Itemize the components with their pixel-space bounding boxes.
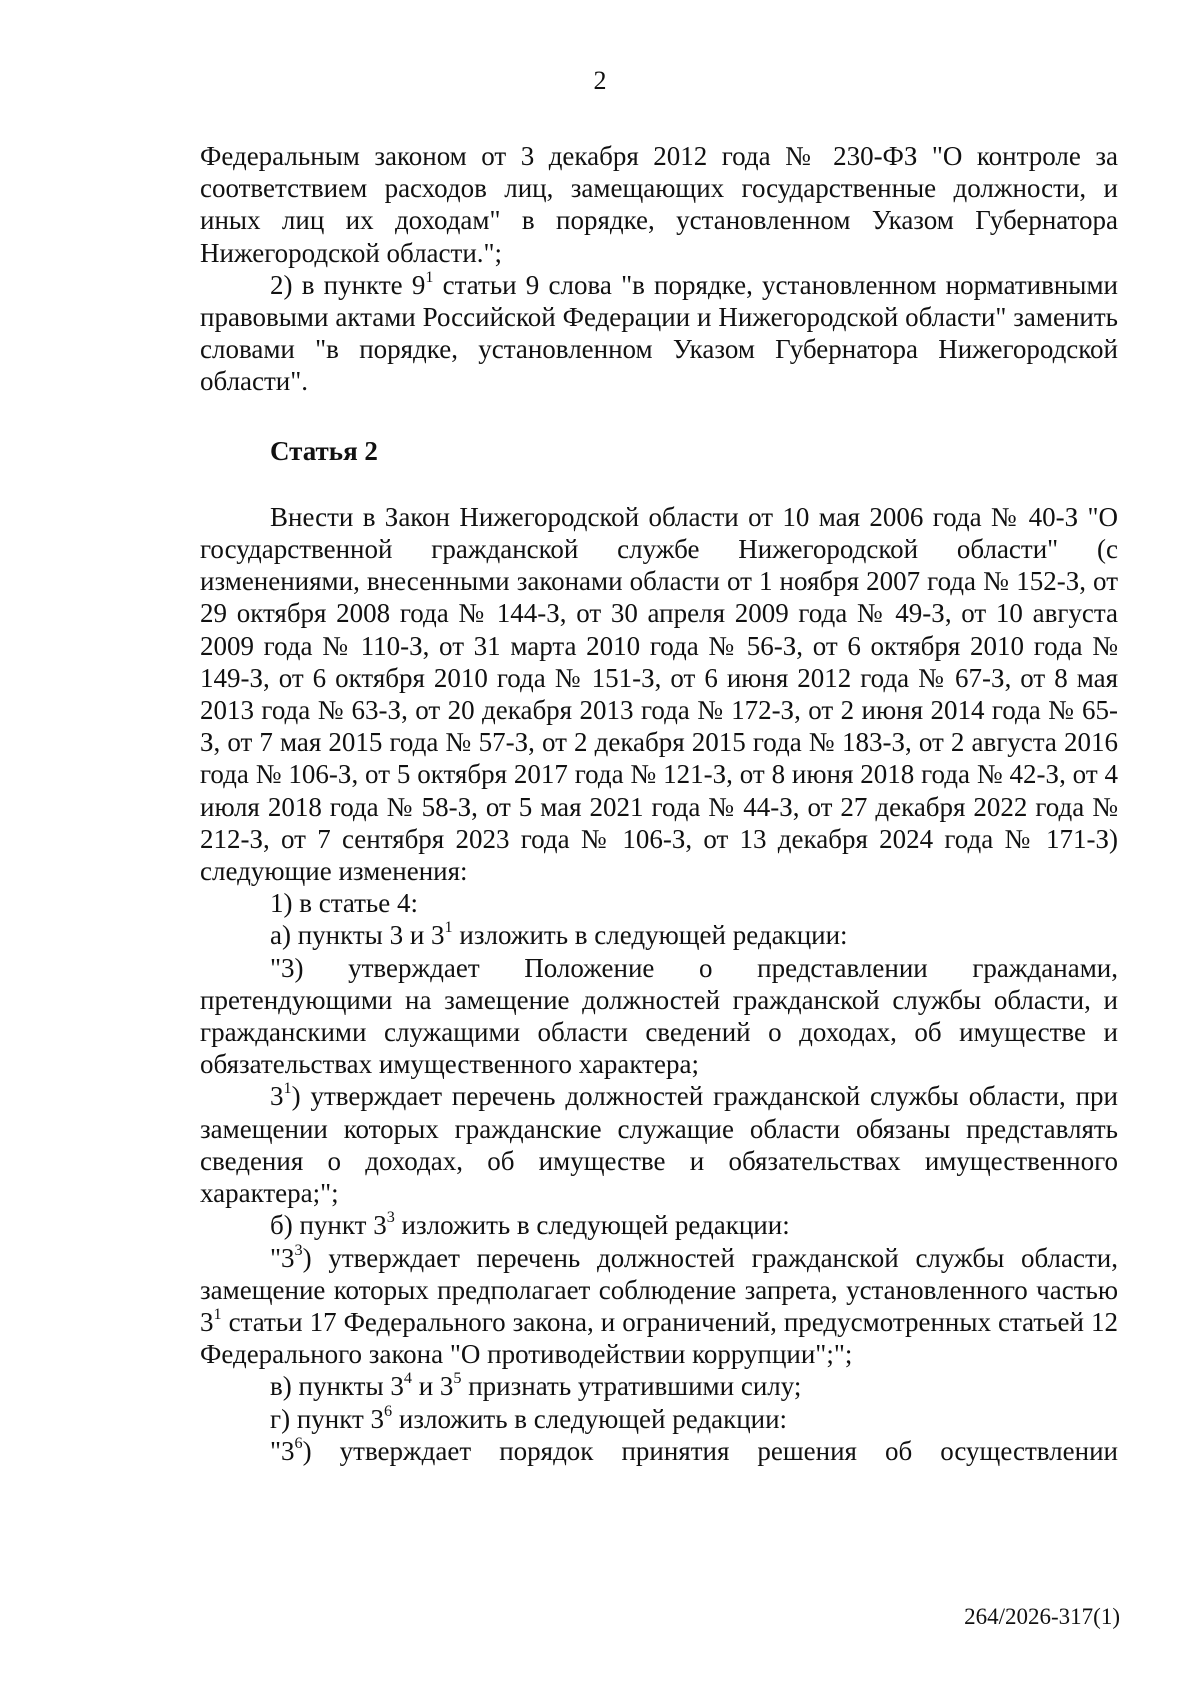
quote-point-3: "3) утверждает Положение о представлении гражданами, претендующими на замещение должностей гражданской службы области, и гражданскими служащими области сведений о доходах, об имуществе и обязательствах имущественного характера; <box>200 952 1118 1080</box>
quote-point-3-3: "$3^3$) утверждает перечень должностей гражданской службы области, замещение которых предполагает соблюдение запрета, установленного частью $3^1$ статьи 17 Федерального закона, и ограничений, предусмотренных статьей 12 Федерального закона "О противодействии коррупции";"; <box>200 1240 1118 1370</box>
item-1: 1) в статье 4: <box>270 888 418 919</box>
page-number: 2 <box>593 66 607 95</box>
paragraph-continuation: Федеральным законом от 3 декабря 2012 года № 230-ФЗ "О контроле за соответствием расходов лиц, замещающих государственные должности, и иных лиц их доходам" в порядке, установленном Указом Губернатора Нижегородской области."; <box>200 141 1118 268</box>
document-body <box>200 140 1118 1467</box>
paragraph-item-2: 2) в пункте $9^1$ статьи 9 слова "в порядке, установленном нормативными правовыми актами Российской Федерации и Нижегородской области" заменить словами "в порядке, установленном Указом Губернатора Нижегородской области". <box>200 267 1118 397</box>
item-b: б) пункт $3^3$ изложить в следующей редакции: <box>270 1208 790 1241</box>
quote-point-3-6: "$3^6$) утверждает порядок принятия решения об осуществлении <box>270 1433 1118 1466</box>
item-v: в) пункты $3^4$ и $3^5$ признать утратившими силу; <box>270 1369 802 1402</box>
article-heading: Статья 2 <box>270 435 378 466</box>
quote-point-3-1: $3^1$) утверждает перечень должностей гражданской службы области, при замещении которых гражданские служащие области обязаны представлять сведения о доходах, об имуществе и обязательствах имущественного характера;"; <box>200 1079 1118 1209</box>
document-code: 264/2026-317(1) <box>964 1604 1120 1629</box>
paragraph-article-2-intro: Внести в Закон Нижегородской области от 10 мая 2006 года № 40-З "О государственной гражданской службе Нижегородской области" (с изменениями, внесенными законами области от 1 ноября 2007 года № 152-З, от 29 октября 2008 года № 144-З, от 30 апреля 2009 года № 49-З, от 10 августа 2009 года № 110-З, от 31 марта 2010 года № 56-З, от 6 октября 2010 года № 149-З, от 6 октября 2010 года № 151-З, от 6 июня 2012 года № 67-З, от 8 мая 2013 года № 63-З, от 20 декабря 2013 года № 172-З, от 2 июня 2014 года № 65-З, от 7 мая 2015 года № 57-З, от 2 декабря 2015 года № 183-З, от 2 августа 2016 года № 106-З, от 5 октября 2017 года № 121-З, от 8 июня 2018 года № 42-З, от 4 июля 2018 года № 58-З, от 5 мая 2021 года № 44-З, от 27 декабря 2022 года № 212-З, от 7 сентября 2023 года № 106-З, от 13 декабря 2024 года № 171-З) следующие изменения: <box>200 501 1118 887</box>
item-g: г) пункт $3^6$ изложить в следующей редакции: <box>270 1401 788 1434</box>
item-a: а) пункты 3 и $3^1$ изложить в следующей редакции: <box>270 918 848 951</box>
